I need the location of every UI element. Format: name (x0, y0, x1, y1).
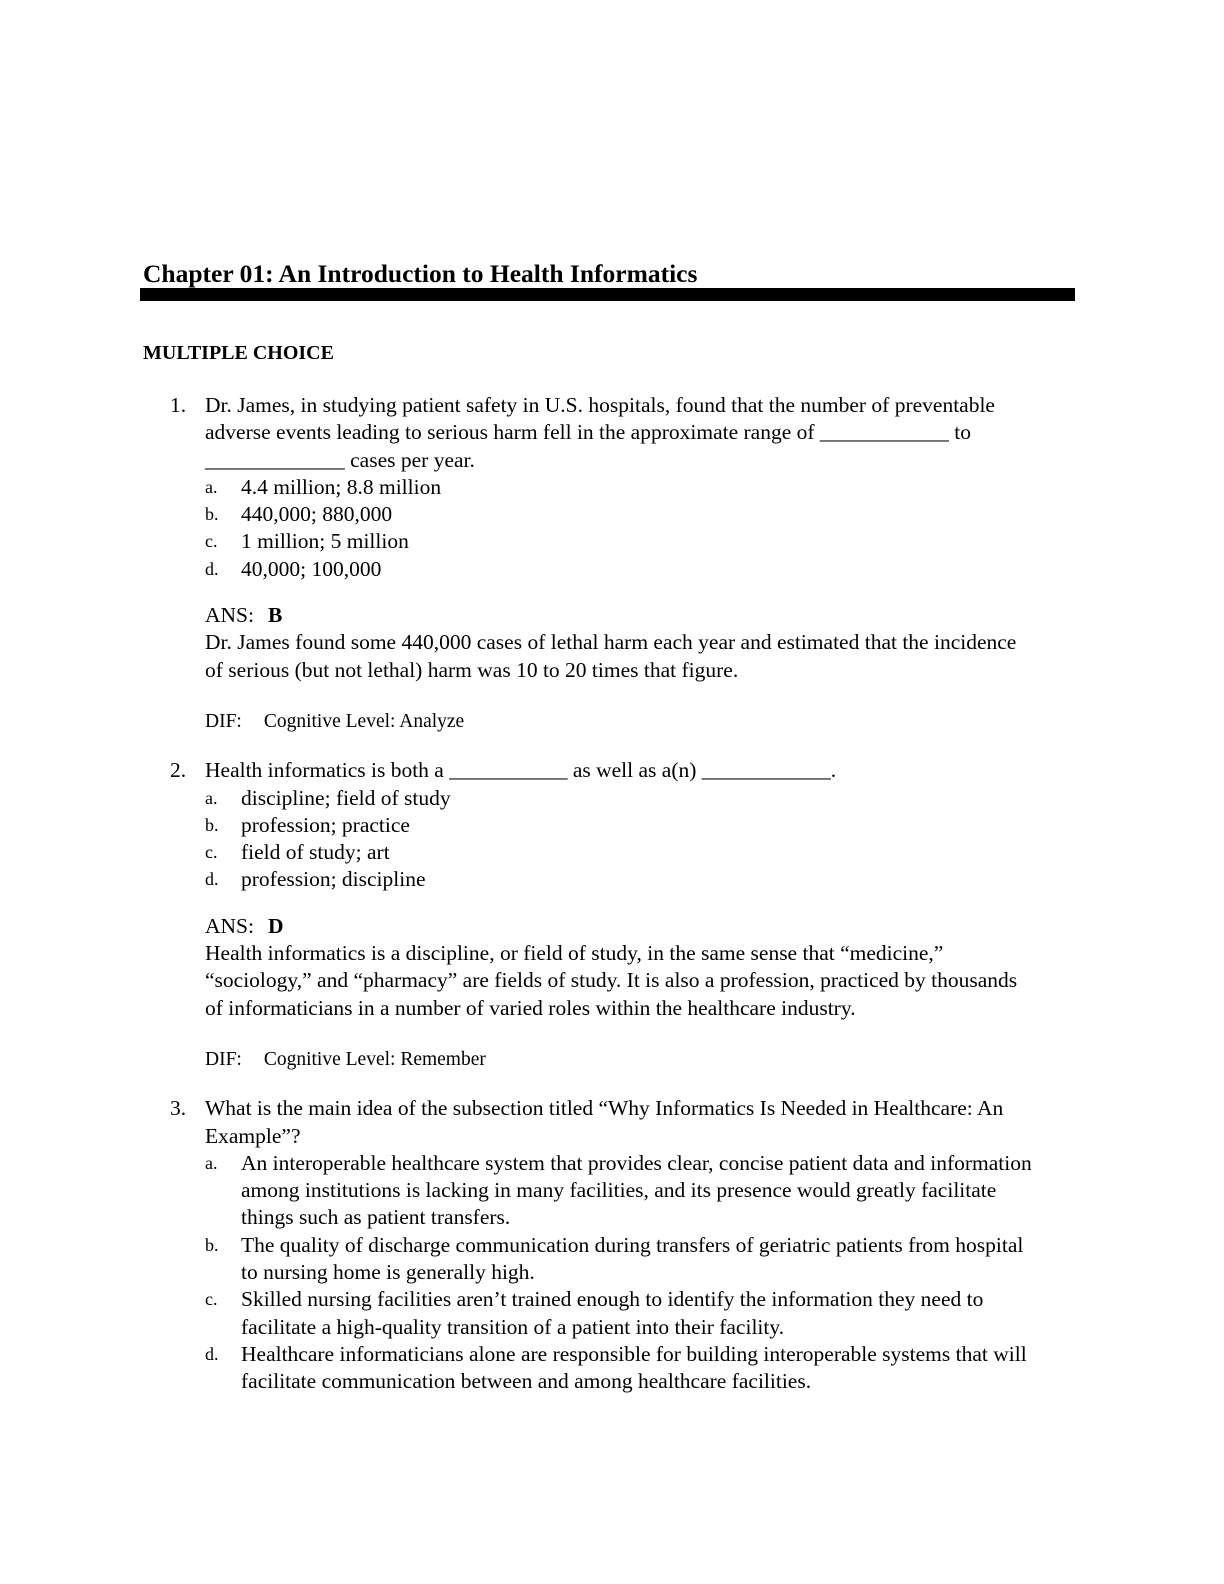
option-text: field of study; art (241, 840, 390, 865)
option-letter: a. (205, 1152, 218, 1173)
title-rule (140, 288, 1075, 301)
answer-option-c (0, 528, 1224, 555)
option-letter: b. (205, 504, 219, 525)
answer-option-b (0, 501, 1224, 528)
answer-option-d (0, 1341, 1224, 1396)
option-text: profession; discipline (241, 867, 426, 892)
answer-value: D (267, 913, 284, 938)
option-letter: c. (205, 1289, 218, 1310)
question-2 (0, 757, 1224, 1073)
difficulty-value: Cognitive Level: Remember (263, 1048, 486, 1070)
difficulty-line (205, 1046, 1224, 1073)
option-text: 1 million; 5 million (241, 529, 409, 554)
answer-line (205, 602, 1224, 629)
option-letter: a. (205, 787, 218, 808)
answer-label: ANS: (205, 603, 254, 628)
answer-value: B (267, 603, 283, 628)
option-letter: b. (205, 1234, 219, 1255)
difficulty-value: Cognitive Level: Analyze (263, 710, 465, 732)
option-letter: a. (205, 476, 218, 497)
answer-option-c (0, 1286, 1224, 1341)
answer-rationale: Health informatics is a discipline, or field of study, in the same sense that “medicine,” “sociology,” and “pharmacy” are fields of study. It is also a profession, practiced by thousands of informaticians in a number of varied roles within the healthcare industry. (205, 941, 1018, 1020)
answer-option-c (0, 839, 1224, 866)
option-text: discipline; field of study (241, 785, 451, 810)
question-number: 2. (170, 758, 187, 783)
option-text: An interoperable healthcare system that provides clear, concise patient data and information among institutions is lacking in many facilities, and its presence would greatly facilitate things such as patient transfers. (241, 1150, 1032, 1230)
answer-option-a (0, 785, 1224, 812)
question-1 (0, 392, 1224, 735)
option-letter: b. (205, 814, 219, 835)
section-heading: MULTIPLE CHOICE (143, 342, 334, 364)
difficulty-label: DIF: (205, 710, 242, 732)
question-list (0, 392, 1224, 1418)
question-number: 3. (170, 1096, 187, 1121)
question-text: Dr. James, in studying patient safety in U.S. hospitals, found that the number of preventable adverse events leading to serious harm fell in the approximate range of ____________ to _____________ cases per year. (205, 393, 995, 472)
answer-option-b (0, 812, 1224, 839)
question-text: What is the main idea of the subsection titled “Why Informatics Is Needed in Healthcare: An Example”? (205, 1096, 1004, 1148)
answer-option-b (0, 1232, 1224, 1287)
question-3 (0, 1095, 1224, 1395)
option-letter: d. (205, 869, 219, 890)
question-text: Health informatics is both a ___________ as well as a(n) ____________. (205, 758, 837, 783)
option-text: The quality of discharge communication during transfers of geriatric patients from hospital to nursing home is generally high. (241, 1232, 1024, 1285)
answer-label: ANS: (205, 913, 254, 938)
option-text: profession; practice (241, 812, 410, 837)
answer-option-a (0, 1150, 1224, 1232)
answer-option-a (0, 474, 1224, 501)
option-letter: c. (205, 842, 218, 863)
answer-line (205, 913, 1224, 940)
answer-rationale: Dr. James found some 440,000 cases of lethal harm each year and estimated that the incidence of serious (but not lethal) harm was 10 to 20 times that figure. (205, 630, 1017, 682)
difficulty-label: DIF: (205, 1048, 242, 1070)
answer-option-d (0, 866, 1224, 893)
option-text: 4.4 million; 8.8 million (241, 474, 442, 499)
option-text: 40,000; 100,000 (241, 556, 382, 581)
answer-option-d (0, 556, 1224, 583)
option-text: Skilled nursing facilities aren’t trained enough to identify the information they need to facilitate a high-quality transition of a patient into their facility. (241, 1287, 984, 1339)
difficulty-line (205, 708, 1224, 735)
chapter-title: Chapter 01: An Introduction to Health Informatics (143, 259, 698, 288)
option-letter: d. (205, 1343, 219, 1364)
question-number: 1. (170, 393, 187, 417)
option-text: Healthcare informaticians alone are responsible for building interoperable systems that will facilitate communication between and among healthcare facilities. (241, 1341, 1027, 1394)
option-text: 440,000; 880,000 (241, 502, 393, 527)
option-letter: c. (205, 531, 218, 552)
option-letter: d. (205, 558, 219, 579)
